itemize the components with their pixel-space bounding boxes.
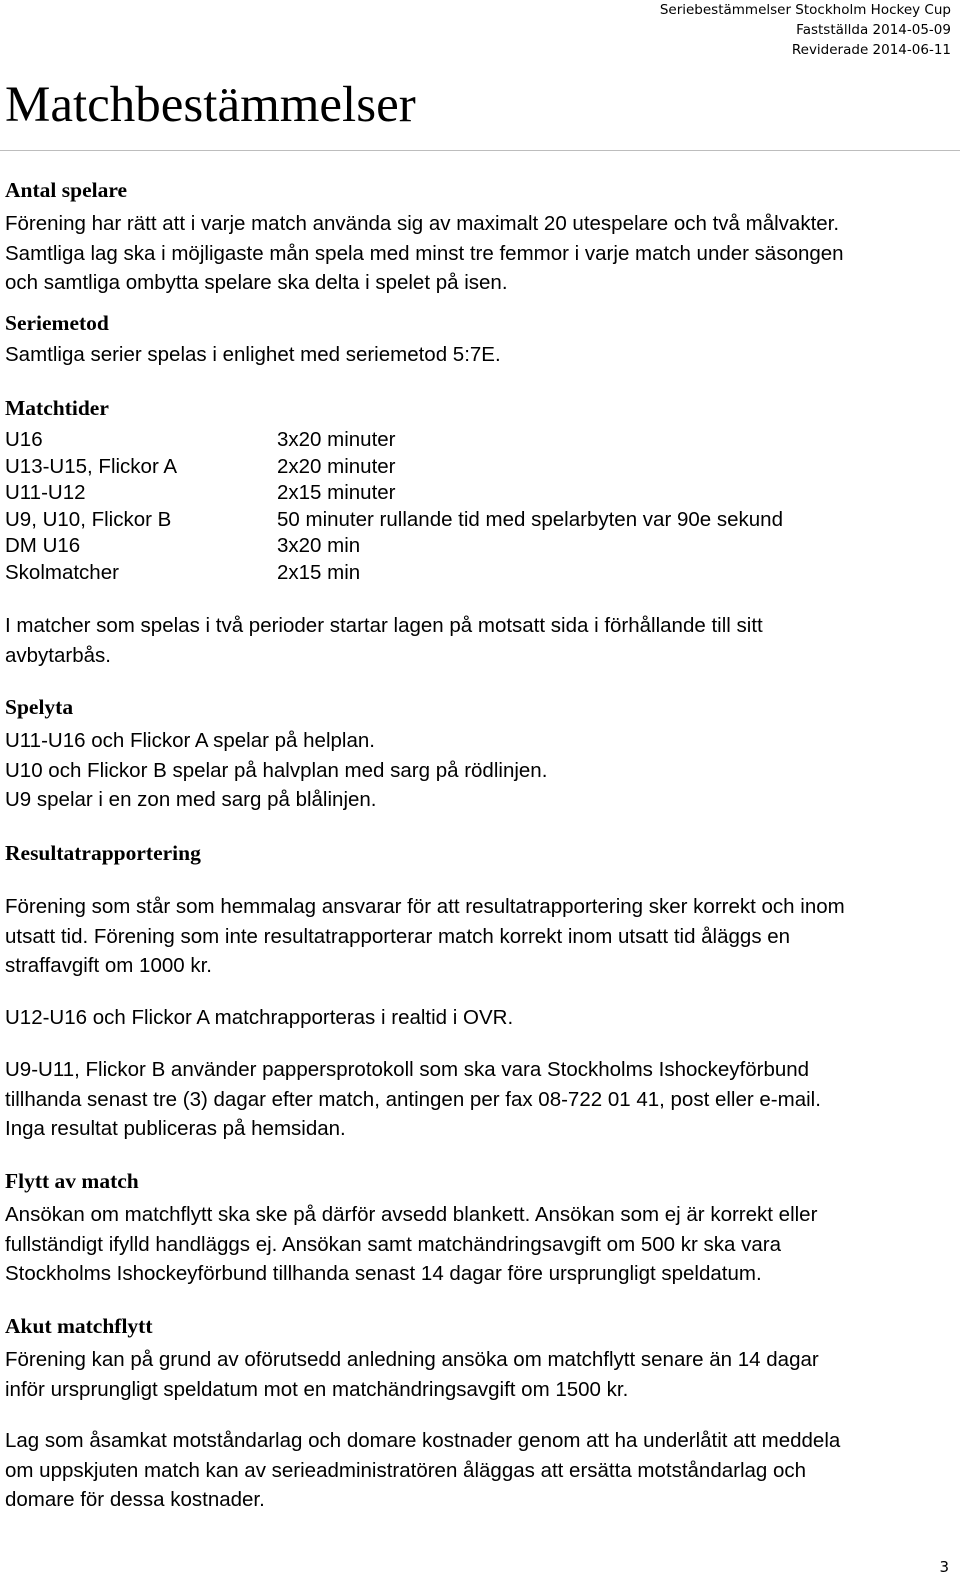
text-line: U12-U16 och Flickor A matchrapporteras i realtid i OVR. xyxy=(5,1006,514,1029)
text-line: utsatt tid. Förening som inte resultatrapporterar match korrekt inom utsatt tid åläggs en xyxy=(5,924,791,948)
text-line: Förening har rätt att i varje match använda sig av maximalt 20 utespelare och två målvakter. xyxy=(5,212,840,235)
section-heading: Spelyta xyxy=(5,695,74,719)
game-time: 2x20 minuter xyxy=(277,454,396,478)
flytt-av-match-text xyxy=(5,1200,817,1289)
section-matchtider xyxy=(5,393,109,423)
matchtider-table xyxy=(5,427,935,586)
age-class: Skolmatcher xyxy=(5,560,119,584)
text-line: Förening som står som hemmalag ansvarar för att resultatrapportering sker korrekt och inom xyxy=(5,895,845,918)
text-line: domare för dessa kostnader. xyxy=(5,1488,265,1511)
section-resultatrapportering xyxy=(5,838,201,868)
text-line: om uppskjuten match kan av serieadministratören åläggas att ersätta motståndarlag och xyxy=(5,1458,807,1482)
text-line: avbytarbås. xyxy=(5,643,111,667)
game-time: 50 minuter rullande tid med spelarbyten var 90e sekund xyxy=(277,507,783,531)
text-line: Förening kan på grund av oförutsedd anledning ansöka om matchflytt senare än 14 dagar xyxy=(5,1348,819,1371)
antal-spelare-text xyxy=(5,209,844,298)
text-line: Lag som åsamkat motståndarlag och domare kostnader genom att ha underlåtit att meddela xyxy=(5,1429,841,1452)
text-line: inför ursprungligt speldatum mot en matchändringsavgift om 1500 kr. xyxy=(5,1377,629,1401)
text-line: Inga resultat publiceras på hemsidan. xyxy=(5,1117,346,1140)
header-revised-date: Reviderade 2014-06-11 xyxy=(791,42,951,58)
age-class: U9, U10, Flickor B xyxy=(5,507,172,531)
game-time: 3x20 minuter xyxy=(277,428,396,451)
document-header xyxy=(660,0,951,60)
age-class: U11-U12 xyxy=(5,481,86,504)
section-heading: Akut matchflytt xyxy=(5,1314,153,1338)
matchtider-note xyxy=(5,611,763,670)
seriemetod-text xyxy=(5,340,501,370)
section-heading: Resultatrapportering xyxy=(5,841,201,865)
section-seriemetod xyxy=(5,308,109,338)
text-line: fullständigt ifylld handläggs ej. Ansökan samt matchändringsavgift om 500 kr ska vara xyxy=(5,1232,781,1256)
age-class: U16 xyxy=(5,428,43,451)
akut-matchflytt-paragraph-1 xyxy=(5,1345,819,1404)
table-row xyxy=(5,560,935,587)
text-line: Samtliga serier spelas i enlighet med seriemetod 5:7E. xyxy=(5,343,501,366)
game-time: 3x20 min xyxy=(277,534,361,557)
page-number: 3 xyxy=(939,1558,949,1576)
age-class: U13-U15, Flickor A xyxy=(5,454,178,478)
game-time: 2x15 minuter xyxy=(277,481,396,504)
header-series-title: Seriebestämmelser Stockholm Hockey Cup xyxy=(659,2,951,18)
text-line: U10 och Flickor B spelar på halvplan med sarg på rödlinjen. xyxy=(5,758,548,782)
title-divider xyxy=(0,150,960,151)
text-line: I matcher som spelas i två perioder startar lagen på motsatt sida i förhållande till sitt xyxy=(5,614,763,637)
text-line: Ansökan om matchflytt ska ske på därför avsedd blankett. Ansökan som ej är korrekt eller xyxy=(5,1203,818,1226)
spelyta-text xyxy=(5,726,547,815)
section-heading: Flytt av match xyxy=(5,1169,139,1193)
text-line: U11-U16 och Flickor A spelar på helplan. xyxy=(5,729,375,752)
section-heading: Seriemetod xyxy=(5,311,109,335)
text-line: U9-U11, Flickor B använder pappersprotokoll som ska vara Stockholms Ishockeyförbund xyxy=(5,1058,810,1081)
text-line: tillhanda senast tre (3) dagar efter match, antingen per fax 08-722 01 41, post eller e-mail. xyxy=(5,1087,821,1111)
akut-matchflytt-paragraph-2 xyxy=(5,1426,840,1515)
page-title: Matchbestämmelser xyxy=(5,77,416,133)
table-row xyxy=(5,533,935,560)
section-flytt-av-match xyxy=(5,1166,139,1196)
table-row xyxy=(5,507,935,534)
text-line: Samtliga lag ska i möjligaste mån spela med minst tre femmor i varje match under säsongen xyxy=(5,241,844,265)
resultatrapportering-paragraph-3 xyxy=(5,1055,821,1144)
game-time: 2x15 min xyxy=(277,560,361,584)
section-heading: Antal spelare xyxy=(5,178,128,202)
table-row xyxy=(5,480,935,507)
section-akut-matchflytt xyxy=(5,1311,153,1341)
text-line: straffavgift om 1000 kr. xyxy=(5,954,213,977)
section-heading: Matchtider xyxy=(5,396,109,420)
text-line: U9 spelar i en zon med sarg på blålinjen. xyxy=(5,788,377,811)
section-spelyta xyxy=(5,692,73,722)
age-class: DM U16 xyxy=(5,534,81,557)
table-row xyxy=(5,454,935,481)
text-line: Stockholms Ishockeyförbund tillhanda senast 14 dagar före ursprungligt speldatum. xyxy=(5,1262,762,1285)
section-antal-spelare xyxy=(5,175,127,205)
table-row xyxy=(5,427,935,454)
resultatrapportering-paragraph-2 xyxy=(5,1003,513,1033)
header-established-date: Fastställda 2014-05-09 xyxy=(796,22,951,38)
resultatrapportering-paragraph-1 xyxy=(5,892,845,981)
text-line: och samtliga ombytta spelare ska delta i spelet på isen. xyxy=(5,271,508,294)
